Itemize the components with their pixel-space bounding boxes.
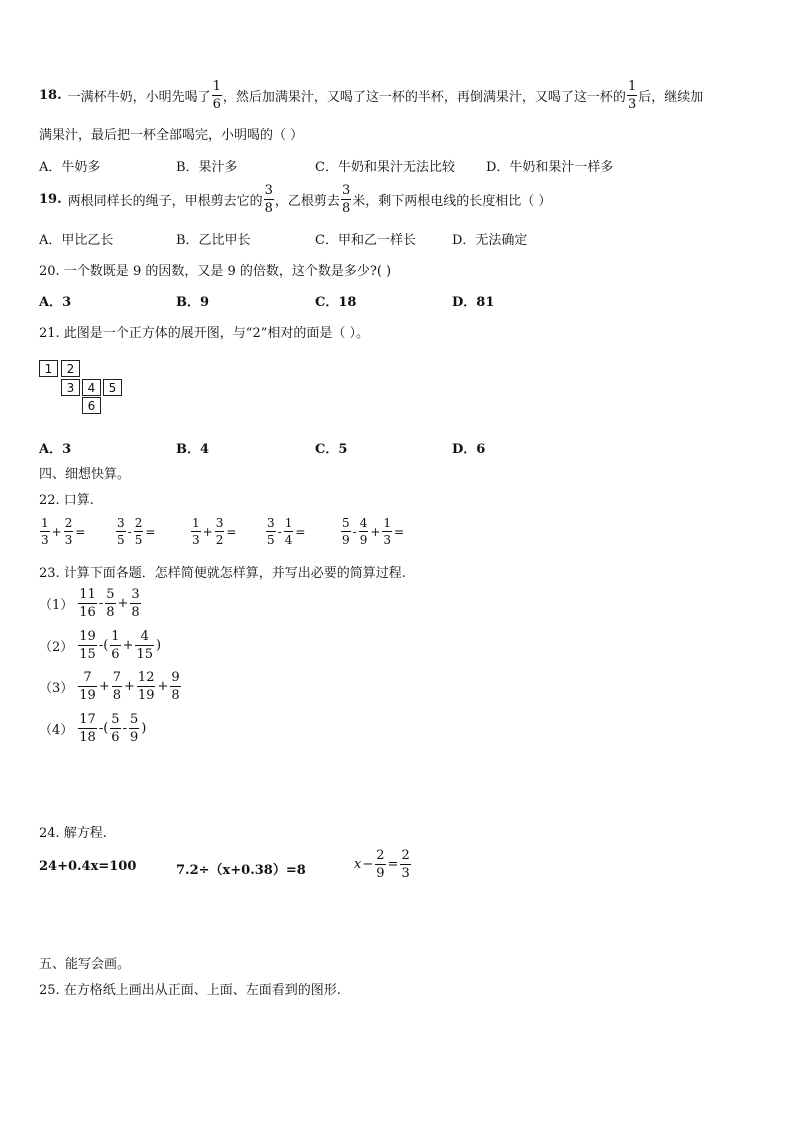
cube-face-6: 6 [82,397,101,414]
fraction: $\frac{3}{5}$ [117,516,125,547]
fraction: $\frac{3}{2}$ [215,516,224,547]
q18-option-c[interactable]: C．牛奶和果汁无法比较 [315,160,455,175]
q20-option-d[interactable]: D．81 [452,295,495,310]
fraction: $\frac{3}{8}$ [131,587,140,620]
q23-label-2: （2） [39,640,74,655]
section-4-heading: 四、细想快算。 [39,467,131,482]
q18-option-b[interactable]: B．果汁多 [176,160,238,175]
fraction: $\frac{12}{19}$ [137,670,155,703]
fraction: $\frac{1}{6}$ [111,629,120,662]
q20-option-a[interactable]: A．3 [39,295,72,310]
cube-face-5: 5 [103,379,122,396]
fraction: $\frac{5}{8}$ [106,587,115,620]
q18-option-a[interactable]: A．牛奶多 [39,160,101,175]
q24-equation-3: x − $\frac{2}{9}$ = $\frac{2}{3}$ [354,848,410,881]
q23-expression-1: （1） $\frac{11}{16}$ - $\frac{5}{8}$ + $\frac{3}{8}$ [39,587,140,620]
q19-text-part1: 两根同样长的绳子，甲根剪去它的 [67,194,263,209]
fraction: $\frac{5}{6}$ [111,712,120,745]
q19-fraction-2: $\frac{3}{8}$ [341,183,351,216]
fraction: $\frac{2}{3}$ [401,848,410,881]
q22-item-1: $\frac{1}{3}$ + $\frac{2}{3}$ = [41,516,86,547]
fraction: $\frac{7}{8}$ [112,670,122,703]
q21-text: 21. 此图是一个正方体的展开图，与“2”相对的面是（ ）。 [39,326,370,341]
q23-text: 23. 计算下面各题．怎样简便就怎样算，并写出必要的简算过程. [39,566,406,581]
q18-text-part1: 一满杯牛奶，小明先喝了 [67,90,211,105]
cube-face-3: 3 [61,379,80,396]
q18-line2: 满果汁，最后把一杯全部喝完，小明喝的（ ） [39,128,304,143]
cube-net-diagram [39,360,139,416]
q19-fraction-1: $\frac{3}{8}$ [264,183,273,216]
fraction: $\frac{9}{8}$ [171,670,180,703]
fraction: $\frac{1}{3}$ [383,516,392,547]
fraction: $\frac{1}{3}$ [41,516,49,547]
q21-option-a[interactable]: A．3 [39,442,72,457]
q19-text-part2: ，乙根剪去 [274,194,340,209]
q21-option-c[interactable]: C．5 [315,442,348,457]
q21-option-b[interactable]: B．4 [176,442,210,457]
q23-label-4: （4） [39,723,74,738]
q19-option-a[interactable]: A．甲比乙长 [39,233,114,248]
fraction: $\frac{17}{18}$ [79,712,96,745]
q20-option-c[interactable]: C．18 [315,295,357,310]
q19-option-d[interactable]: D．无法确定 [452,233,528,248]
fraction: $\frac{2}{9}$ [376,848,385,881]
fraction: $\frac{1}{4}$ [284,516,293,547]
q18-fraction-1: $\frac{1}{6}$ [212,79,221,112]
q22-item-5: $\frac{5}{9}$ - $\frac{4}{9}$ + $\frac{1}{3}$ = [342,516,405,547]
fraction: $\frac{4}{9}$ [359,516,368,547]
fraction: $\frac{5}{9}$ [342,516,350,547]
cube-face-4: 4 [82,379,101,396]
fraction: $\frac{11}{16}$ [79,587,96,620]
fraction: $\frac{1}{3}$ [192,516,200,547]
q23-expression-2: （2） $\frac{19}{15}$ -( $\frac{1}{6}$ + $\frac{4}{15}$ ) [39,629,162,662]
q23-label-3: （3） [39,681,74,696]
fraction: $\frac{2}{5}$ [134,516,143,547]
section-5-heading: 五、能写会画。 [39,957,131,972]
q18-fraction-2: $\frac{1}{3}$ [627,79,637,112]
q24-text: 24. 解方程. [39,826,107,841]
cube-face-1: 1 [39,360,58,377]
q23-expression-3: （3） $\frac{7}{19}$ + $\frac{7}{8}$ + $\frac{12}{19}$ + $\frac{9}{8}$ [39,670,180,703]
fraction: $\frac{5}{9}$ [129,712,139,745]
fraction: $\frac{3}{5}$ [267,516,275,547]
q19-option-b[interactable]: B．乙比甲长 [176,233,251,248]
q19-text-part3: 米，剩下两根电线的长度相比（ ） [352,194,552,209]
q19-option-c[interactable]: C．甲和乙一样长 [315,233,416,248]
q18-text-part2: ，然后加满果汁，又喝了这一杯的半杯，再倒满果汁，又喝了这一杯的 [222,90,626,105]
q19-line [39,184,551,215]
q18-text-part3: 后，继续加 [638,90,704,105]
q23-label-1: （1） [39,598,74,613]
q22-text: 22. 口算. [39,493,94,508]
q21-option-d[interactable]: D．6 [452,442,486,457]
q20-text: 20. 一个数既是 9 的因数，又是 9 的倍数，这个数是多少?( ) [39,264,392,279]
cube-face-2: 2 [61,360,80,377]
q24-equation-2: 7.2÷（x+0.38）=8 [176,863,306,878]
q18-line1 [39,80,703,111]
q24-equation-1: 24+0.4x=100 [39,859,137,874]
q18-option-d[interactable]: D．牛奶和果汁一样多 [486,160,614,175]
q19-number: 19. [39,192,62,207]
q18-number: 18. [39,88,62,103]
q22-item-3: $\frac{1}{3}$ + $\frac{3}{2}$ = [192,516,237,547]
q22-item-4: $\frac{3}{5}$ - $\frac{1}{4}$ = [267,516,306,547]
fraction: $\frac{2}{3}$ [64,516,73,547]
q20-option-b[interactable]: B．9 [176,295,210,310]
q23-expression-4: （4） $\frac{17}{18}$ -( $\frac{5}{6}$ - $\frac{5}{9}$ ) [39,712,147,745]
q22-item-2: $\frac{3}{5}$ - $\frac{2}{5}$ = [117,516,156,547]
fraction: $\frac{7}{19}$ [79,670,96,703]
fraction: $\frac{19}{15}$ [79,629,96,662]
fraction: $\frac{4}{15}$ [136,629,154,662]
q25-text: 25. 在方格纸上画出从正面、上面、左面看到的图形. [39,983,341,998]
